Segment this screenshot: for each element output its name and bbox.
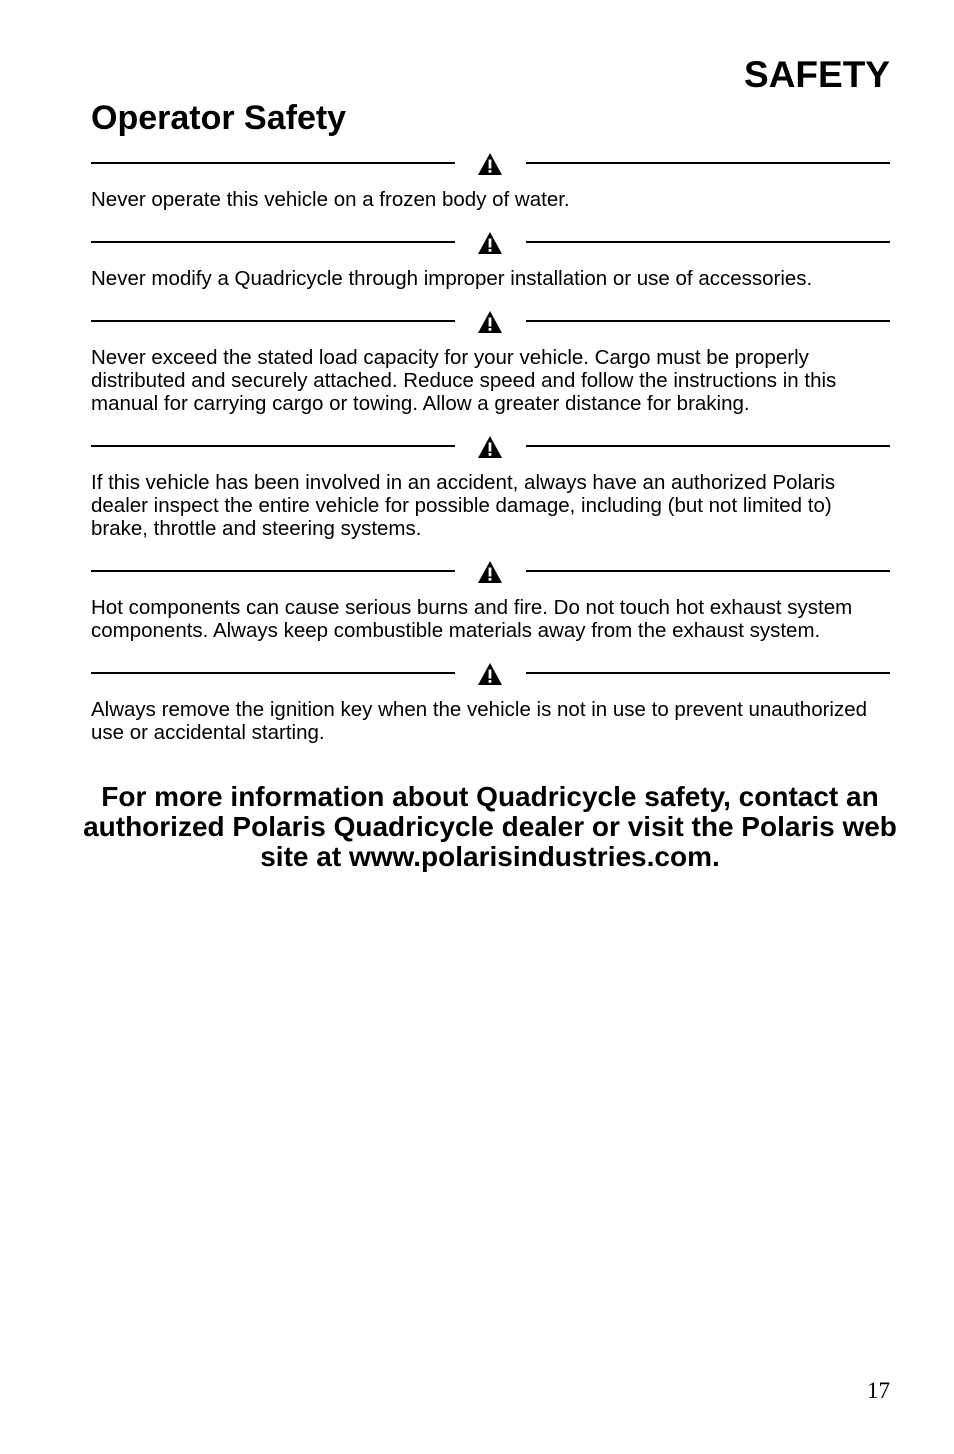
page-number: 17 <box>867 1378 890 1403</box>
warning-divider <box>91 150 890 178</box>
warning-block <box>91 308 890 415</box>
warning-block <box>91 558 890 642</box>
warning-text: If this vehicle has been involved in an accident, always have an authorized Polaris dealer inspect the entire vehicle for possible damage, including (but not limited to) brake, throttle and steering systems. <box>91 471 836 540</box>
divider-line-left <box>91 570 455 572</box>
divider-line-right <box>526 672 890 674</box>
divider-line-left <box>91 320 455 322</box>
warning-text: Never exceed the stated load capacity for your vehicle. Cargo must be properly distributed and securely attached. Reduce speed and follow the instructions in this manual for carrying cargo or towing. Allow a greater distance for braking. <box>91 346 837 415</box>
warning-text: Always remove the ignition key when the vehicle is not in use to prevent unauthorized use or accidental starting. <box>91 698 868 744</box>
divider-line-right <box>526 241 890 243</box>
warning-divider <box>91 308 890 336</box>
warning-triangle-icon <box>477 560 503 584</box>
warning-triangle-icon <box>477 662 503 686</box>
warning-text: Never modify a Quadricycle through improper installation or use of accessories. <box>91 267 813 290</box>
contact-note: For more information about Quadricycle safety, contact an authorized Polaris Quadricycle dealer or visit the Polaris web site at www.polarisindustries.com. <box>83 781 897 872</box>
warning-divider <box>91 660 890 688</box>
divider-line-left <box>91 162 455 164</box>
divider-line-right <box>526 320 890 322</box>
page-heading: Operator Safety <box>91 99 347 137</box>
warning-triangle-icon <box>477 231 503 255</box>
divider-line-left <box>91 672 455 674</box>
warnings-list <box>91 150 890 762</box>
warning-block <box>91 150 890 211</box>
warning-divider <box>91 229 890 257</box>
warning-triangle-icon <box>477 152 503 176</box>
warning-block <box>91 660 890 744</box>
divider-line-right <box>526 445 890 447</box>
warning-triangle-icon <box>477 310 503 334</box>
divider-line-right <box>526 570 890 572</box>
divider-line-left <box>91 241 455 243</box>
warning-divider <box>91 558 890 586</box>
divider-line-left <box>91 445 455 447</box>
warning-block <box>91 433 890 540</box>
warning-block <box>91 229 890 290</box>
warning-divider <box>91 433 890 461</box>
section-title: SAFETY <box>744 54 890 95</box>
warning-text: Hot components can cause serious burns and fire. Do not touch hot exhaust system components. Always keep combustible materials away from the exhaust system. <box>91 596 853 642</box>
divider-line-right <box>526 162 890 164</box>
warning-triangle-icon <box>477 435 503 459</box>
warning-text: Never operate this vehicle on a frozen body of water. <box>91 188 570 211</box>
